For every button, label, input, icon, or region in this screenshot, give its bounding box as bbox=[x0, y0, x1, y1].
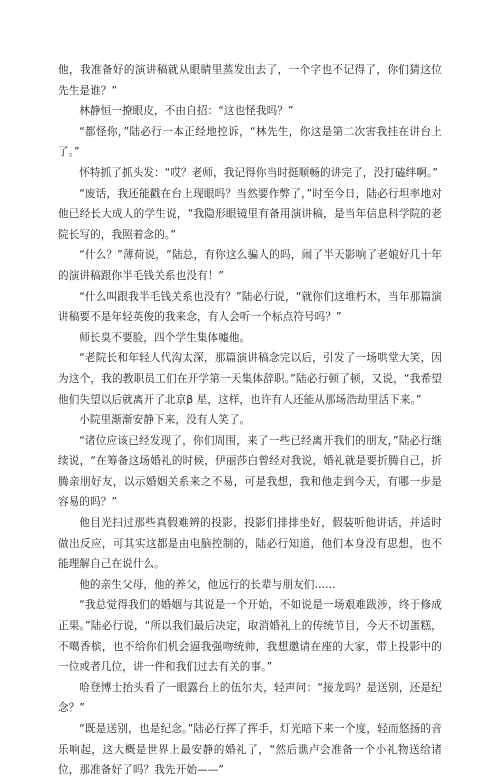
paragraph: 林静恒一撩眼皮，不由自招：“这也怪我吗？” bbox=[79, 105, 294, 118]
document-body bbox=[58, 60, 442, 781]
paragraph: 师长臭不要脸，四个学生集体嘘他。 bbox=[79, 331, 251, 344]
paragraph: “既是送别，也是纪念。”陆必行挥了挥手，灯光暗下来一个度，轻而悠扬的音乐响起，这大概是世界上最安静的婚礼了，“然后谯卢会准备一个小礼物送给诸位，那准备好了吗？我先开始——” bbox=[58, 723, 442, 777]
paragraph: “废话，我还能戳在台上现眼吗？当然要作弊了，”时至今日，陆必行坦率地对他已经长大成人的学生说，“我隐形眼镜里有备用演讲稿，是当年信息科学院的老院长写的，我照着念的。” bbox=[58, 187, 442, 241]
paragraph: 怀特抓了抓头发：“哎？老师，我记得你当时挺顺畅的讲完了，没打磕绊啊。” bbox=[79, 166, 438, 179]
paragraph: 他的亲生父母，他的养父，他远行的长辈与朋友们…… bbox=[79, 578, 336, 591]
paragraph: “诸位应该已经发现了，你们周围，来了一些已经离开我们的朋友，”陆必行继续说，“在筹备这场婚礼的时候，伊丽莎白曾经对我说，婚礼就是要折腾自己，折腾亲朋好友，以示婚姻关系来之不易，可是我想，我和他走到今天，有哪一步是容易的吗？” bbox=[58, 434, 442, 509]
paragraph: “什么？”薄荷说，“陆总，有你这么骗人的吗，闹了半天影响了老娘好几十年的演讲稿跟你半毛钱关系也没有！” bbox=[58, 249, 442, 282]
paragraph: 小院里渐渐安静下来，没有人笑了。 bbox=[79, 414, 251, 427]
paragraph: 哈登博士抬头看了一眼露台上的伍尔夫，轻声问：“接龙吗？是送别，还是纪念？” bbox=[58, 681, 442, 715]
paragraph: “都怪你，”陆必行一本正经地控诉，“林先生，你这是第二次害我挂在讲台上了。” bbox=[58, 125, 442, 159]
paragraph: “老院长和年轻人代沟太深，那篇演讲稿念完以后，引发了一场哄堂大笑，因为这个，我的教职员工们在开学第一天集体辞职。”陆必行顿了顿，又说，“我希望他们失望以后就离开了北京β 星，这样，也许有人还能从那场浩劫里活下来。” bbox=[58, 352, 442, 406]
paragraph: 他目光扫过那些真假难辨的投影，投影们排排坐好，假装听他讲话，并适时做出反应，可其实这都是由电脑控制的，陆必行知道，他们本身没有思想，也不能理解自己在说什么。 bbox=[58, 517, 442, 571]
paragraph: “什么叫跟我半毛钱关系也没有？”陆必行说，“就你们这堆朽木，当年那篇演讲稿要不是年轻英俊的我来念，有人会听一个标点符号吗？” bbox=[58, 290, 442, 324]
paragraph: “我总觉得我们的婚姻与其说是一个开始，不如说是一场艰难跋涉，终于修成正果。”陆必行说，“所以我们最后决定，取消婚礼上的传统节目，今天不切蛋糕，不噶香槟，也不给你们机会逼我强吻统帅，我想邀请在座的大家，带上投影中的一位或者几位，讲一件和我们过去有关的事。” bbox=[58, 599, 442, 674]
paragraph: 他，我准备好的演讲稿就从眼睛里蒸发出去了，一个字也不记得了，你们猜这位先生是谁？” bbox=[58, 64, 442, 97]
